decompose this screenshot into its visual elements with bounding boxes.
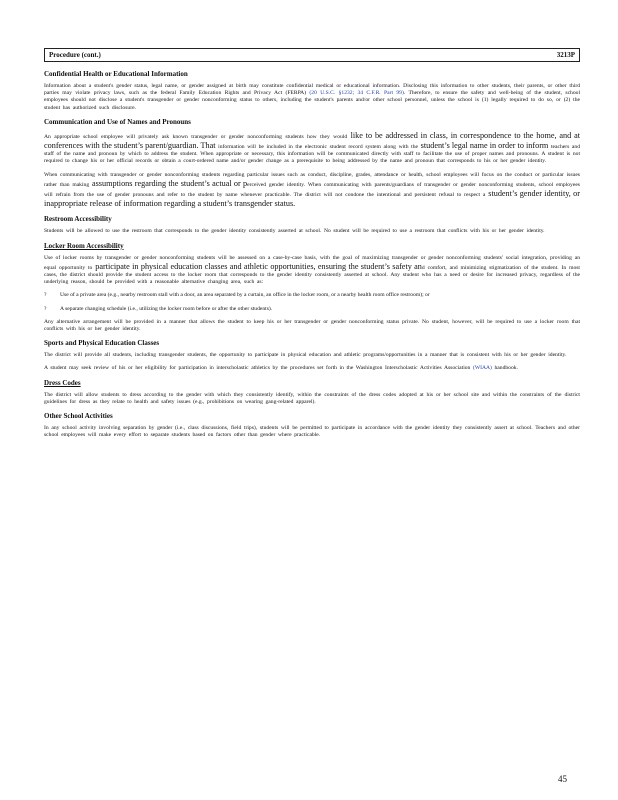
header-left: Procedure (cont.) (49, 51, 101, 59)
bullet-item (44, 306, 580, 313)
text-run: Information about a student's gender status, legal name, or gender assigned at birth may constitute confidential medical or educational information. Disclosing this information to other students, their parents, or other third parties may violate privacy laws, such as the federal Family Education Rights and Privacy Act (FERPA) (44, 83, 580, 97)
text-run: d comfort, and minimizing stigmatization of the student. In most cases, the district should provide the student access to the locker room that corresponds to the gender identity consistently asserted at school. Any student who has a need or desire for increased privacy, regardless of the underlying reason, should be provided with a reasonable alternative changing area, such as: (44, 264, 580, 286)
page-number: 45 (558, 774, 567, 784)
paragraph (44, 131, 580, 166)
text-run: erceived gender identity. When communicating with parents/guardians of transgender or gender nonconforming students, school employees will refrain from the use of gender pronouns and refer to the student by name whenever practicable. The district will not condone the intentional and persistent refusal to respect a (44, 181, 580, 199)
text-run: teachers and staff of the name and pronoun by which to address the student. When appropriate or necessary, this information will be communicated directly with staff to facilitate the use of proper names and pronouns. A student is not required to change his or her official records or obtain a court-ordered name and/or gender change as a prerequisite to being addressed by the name and pronoun that corresponds to his or her gender identity. (44, 144, 580, 165)
bullet-marker: ? (44, 305, 47, 312)
section-heading: Communication and Use of Names and Pronouns (44, 117, 191, 126)
paragraph (44, 319, 580, 333)
document-page (44, 48, 580, 445)
bullet-text: A separate changing schedule (i.e., utilizing the locker room before or after the other students). (60, 305, 273, 312)
text-run: The district will allow students to dress according to the gender with which they consistently identify, within the constraints of the dress codes adopted at his or her school site and within the constraints of the district guidelines for dress as they relate to health and safety issues (e.g., prohibitions on wearing gang-related apparel). (44, 391, 580, 405)
text-run: Any alternative arrangement will be provided in a manner that allows the student to keep his or her transgender or gender nonconforming status private. No student, however, will be required to use a locker room that conflicts with his or her gender identity. (44, 318, 580, 333)
text-run: When communicating with transgender or gender nonconforming students regarding particular issues such as conduct, discipline, grades, attendance or health, school employees will focus on the conduct or particular issues rather than making (44, 171, 580, 188)
text-run: Use of locker rooms by transgender or gender nonconforming students will be assessed on a case-by-case basis, with the goal of maximizing transgender or gender nonconforming students' social integration, providing an equal opportunity to (44, 254, 580, 271)
bullet-marker: ? (44, 292, 47, 299)
text-run: (WIAA) (472, 365, 492, 372)
text-run: handbook. (491, 365, 518, 372)
text-run: information will be included in the electronic student record system along with the (215, 144, 421, 151)
paragraph (44, 255, 580, 287)
section-heading: Locker Room Accessibility (44, 241, 124, 250)
paragraph (44, 172, 580, 210)
header-right: 3213P (556, 51, 575, 59)
document-body (44, 70, 580, 439)
text-run: assumptions regarding the student’s actual or p (91, 178, 248, 188)
paragraph (44, 392, 580, 406)
text-run: In any school activity involving separation by gender (i.e., class discussions, field trips), students will be permitted to participate in accordance with the gender identity they consistently assert at school. Teachers and other school employees will make every effort to separate students based on factors other than gender where practicable. (44, 425, 580, 439)
text-run: Students will be allowed to use the restroom that corresponds to the gender identity consistently asserted at school. No student will be required to use a restroom that conflicts with his or her gender identity. (44, 228, 545, 235)
bullet-item (44, 292, 580, 299)
text-run: participate in physical education classes and athletic opportunities, ensuring the student’s safety an (95, 261, 422, 271)
paragraph (44, 228, 580, 235)
paragraph (44, 352, 580, 359)
text-run: student’s legal name in order to inform (420, 141, 549, 151)
paragraph (44, 83, 580, 112)
bullet-text: Use of a private area (e.g., nearby restroom stall with a door, an area separated by a curtain, an office in the locker room, or a nearby health room office restroom); or (60, 292, 430, 299)
section-heading: Sports and Physical Education Classes (44, 339, 160, 348)
text-run: (20 U.S.C. §1232; 34 C.F.R. Part 99) (309, 90, 404, 97)
text-run: An appropriate school employee will privately ask known transgender or gender nonconforming students how they would (44, 133, 351, 140)
text-run: student’s gender identity, or inappropriate release of information regarding a student’s transgender status. (44, 189, 580, 209)
paragraph (44, 365, 580, 372)
paragraph (44, 425, 580, 439)
text-run: A student may seek review of his or her eligibility for participation in interscholastic athletics by the procedures set forth in the Washington Interscholastic Activities Association (44, 365, 473, 372)
section-heading: Restroom Accessibility (44, 215, 112, 224)
section-heading: Confidential Health or Educational Information (44, 70, 188, 78)
text-run: like to be addressed in class, in correspondence to the home, and at conferences with the student’s parent/guardian. That (44, 130, 580, 151)
text-run: The district will provide all students, including transgender students, the opportunity to participate in physical education and athletic programs/opportunities in a manner that is consistent with his or her gender identity. (44, 352, 567, 359)
procedure-header (44, 48, 580, 62)
text-run: . Therefore, to ensure the safety and well-being of the student, school employees should not disclose a student's transgender or gender nonconforming status to others, including the student's parents and/or other school personnel, unless the school is (1) legally required to do so, or (2) the student has authorized such disclosure. (44, 90, 580, 111)
section-heading: Other School Activities (44, 412, 113, 421)
section-heading: Dress Codes (44, 378, 81, 387)
